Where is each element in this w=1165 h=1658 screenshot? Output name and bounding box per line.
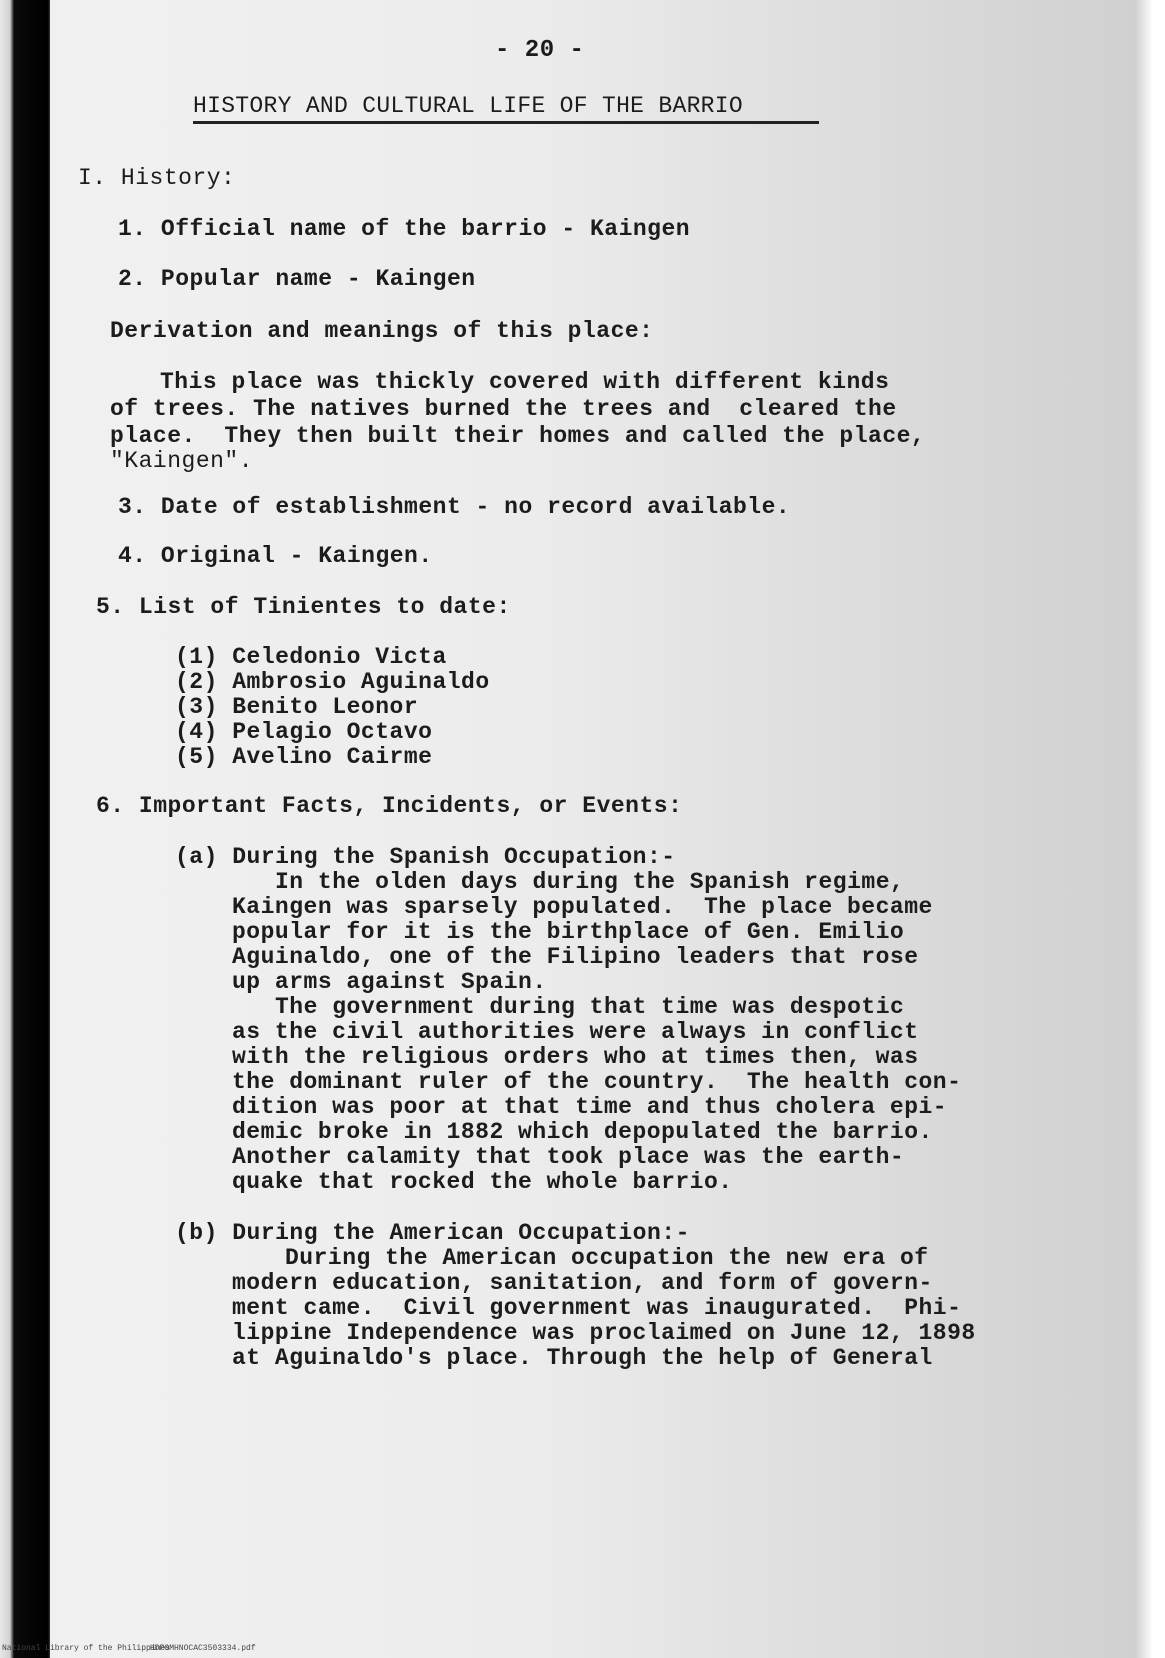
footer-filename: HDPOMHNOCAC3503334.pdf	[150, 1644, 256, 1653]
derivation-line: place. They then built their homes and called the place,	[110, 423, 926, 449]
item-original: 4. Original - Kaingen.	[118, 543, 433, 569]
spanish-occupation-heading: (a) During the Spanish Occupation:-	[175, 844, 676, 870]
american-paragraph-line: ment came. Civil government was inaugurated. Phi-	[232, 1295, 962, 1321]
spanish-paragraph-line: quake that rocked the whole barrio.	[232, 1169, 733, 1195]
spanish-paragraph-line: with the religious orders who at times then, was	[232, 1044, 919, 1070]
item-establishment-date: 3. Date of establishment - no record available.	[118, 494, 791, 520]
spanish-paragraph-line: the dominant ruler of the country. The health con-	[232, 1069, 962, 1095]
american-paragraph-line: at Aguinaldo's place. Through the help of General	[232, 1345, 933, 1371]
teniente-list-item: (3) Benito Leonor	[175, 694, 419, 720]
spanish-paragraph-line: Kaingen was sparsely populated. The place became	[232, 894, 933, 920]
section-history-heading: I. History:	[78, 165, 236, 191]
item-events-heading: 6. Important Facts, Incidents, or Events:	[96, 793, 683, 819]
spanish-paragraph-line: as the civil authorities were always in conflict	[232, 1019, 919, 1045]
american-paragraph-line: lippine Independence was proclaimed on June 12, 1898	[232, 1320, 976, 1346]
spanish-paragraph-line: popular for it is the birthplace of Gen. Emilio	[232, 919, 905, 945]
spanish-paragraph-line: The government during that time was despotic	[275, 994, 905, 1020]
teniente-list-item: (2) Ambrosio Aguinaldo	[175, 669, 490, 695]
derivation-line: "Kaingen".	[110, 448, 254, 474]
item-official-name: 1. Official name of the barrio - Kaingen	[118, 216, 691, 242]
teniente-list-item: (1) Celedonio Victa	[175, 644, 447, 670]
scan-binding-edge	[0, 0, 50, 1658]
spanish-paragraph-line: demic broke in 1882 which depopulated the barrio.	[232, 1119, 933, 1145]
american-paragraph-line: modern education, sanitation, and form of govern-	[232, 1270, 933, 1296]
item-popular-name: 2. Popular name - Kaingen	[118, 266, 476, 292]
spanish-paragraph-line: dition was poor at that time and thus cholera epi-	[232, 1094, 948, 1120]
page-title: HISTORY AND CULTURAL LIFE OF THE BARRIO	[193, 93, 743, 119]
derivation-line: of trees. The natives burned the trees and cleared the	[110, 396, 897, 422]
derivation-line: This place was thickly covered with different kinds	[160, 369, 890, 395]
title-underline	[193, 121, 819, 124]
item-tinientes-heading: 5. List of Tinientes to date:	[96, 594, 511, 620]
spanish-paragraph-line: Aguinaldo, one of the Filipino leaders that rose	[232, 944, 919, 970]
teniente-list-item: (4) Pelagio Octavo	[175, 719, 433, 745]
american-occupation-heading: (b) During the American Occupation:-	[175, 1220, 690, 1246]
derivation-heading: Derivation and meanings of this place:	[110, 318, 654, 344]
spanish-paragraph-line: Another calamity that took place was the earth-	[232, 1144, 905, 1170]
footer-library-credit: National Library of the Philippines	[2, 1644, 171, 1653]
teniente-list-item: (5) Avelino Cairme	[175, 744, 433, 770]
spanish-paragraph-line: In the olden days during the Spanish regime,	[275, 869, 905, 895]
page-number: - 20 -	[495, 37, 585, 64]
american-paragraph-line: During the American occupation the new era of	[285, 1245, 929, 1271]
spanish-paragraph-line: up arms against Spain.	[232, 969, 547, 995]
scan-right-margin	[1135, 0, 1165, 1658]
